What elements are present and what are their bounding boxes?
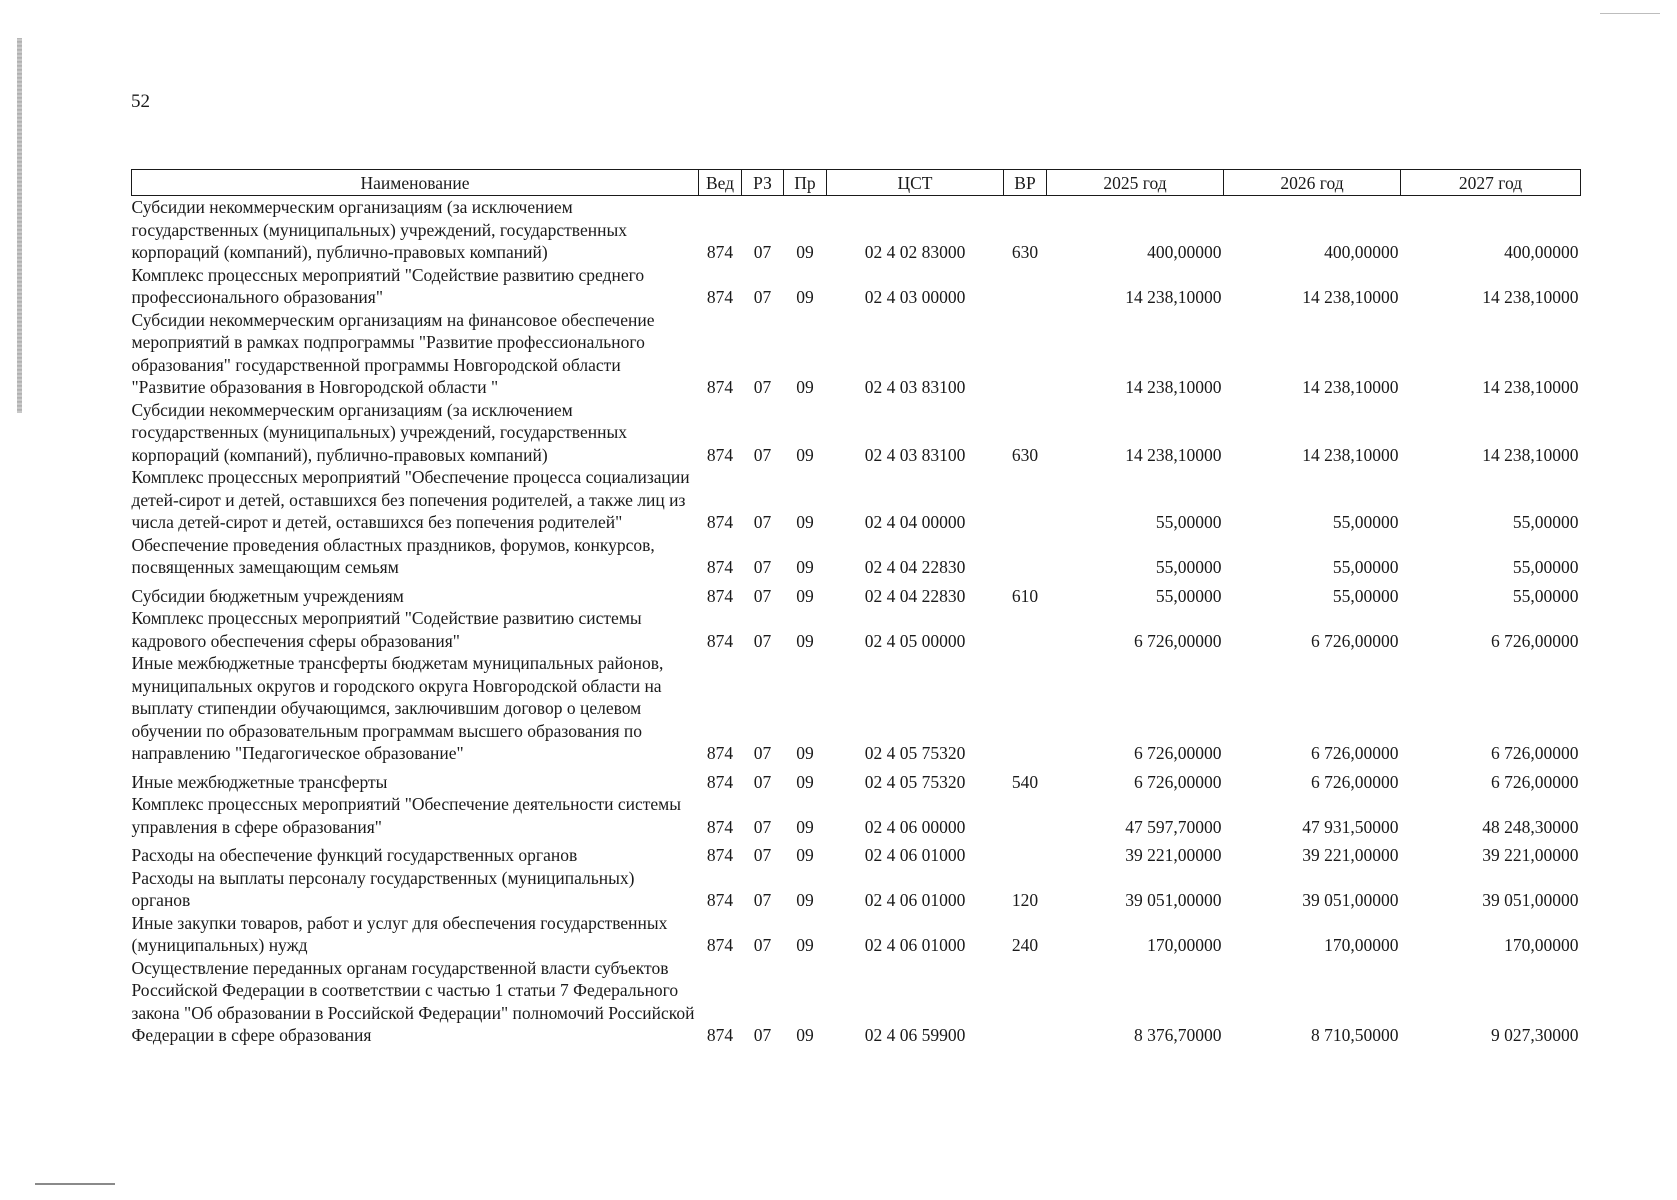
row-amount-2027: 55,00000 — [1512, 557, 1579, 577]
row-amount-2027: 55,00000 — [1512, 512, 1579, 532]
row-name: Расходы на выплаты персоналу государственных (муниципальных) органов — [131, 867, 635, 910]
row-pr: 09 — [796, 743, 814, 763]
row-pr: 09 — [796, 771, 814, 792]
row-rz: 07 — [753, 585, 772, 606]
row-name: Комплекс процессных мероприятий "Обеспечение деятельности системы управления в сфере образования" — [131, 794, 681, 837]
row-pr: 09 — [796, 377, 814, 397]
row-ved: 874 — [706, 377, 734, 397]
row-cst: 02 4 03 83100 — [864, 377, 966, 397]
table-row — [132, 466, 1581, 534]
row-vr: 540 — [1011, 771, 1039, 792]
row-cst: 02 4 04 22830 — [864, 585, 966, 606]
table-row — [132, 309, 1581, 399]
row-vr: 630 — [1011, 242, 1039, 262]
row-vr: 630 — [1011, 444, 1039, 465]
row-amount-2027: 400,00000 — [1504, 242, 1579, 262]
row-amount-2026: 6 726,00000 — [1311, 771, 1399, 792]
row-amount-2027: 14 238,10000 — [1482, 444, 1579, 465]
row-rz: 07 — [753, 816, 772, 837]
scan-edge-artifact — [17, 38, 22, 413]
header-2026: 2026 год — [1224, 170, 1401, 196]
row-amount-2027: 9 027,30000 — [1491, 1025, 1579, 1045]
row-cst: 02 4 02 83000 — [864, 242, 966, 262]
row-cst: 02 4 06 01000 — [864, 890, 966, 910]
row-amount-2025: 47 597,70000 — [1125, 816, 1222, 837]
row-ved: 874 — [706, 890, 734, 910]
row-amount-2027: 48 248,30000 — [1482, 816, 1579, 837]
row-pr: 09 — [796, 816, 814, 837]
row-amount-2027: 39 051,00000 — [1482, 890, 1579, 910]
row-cst: 02 4 04 00000 — [864, 512, 966, 532]
row-vr: 240 — [1011, 935, 1039, 955]
table-row — [132, 912, 1581, 957]
row-amount-2026: 14 238,10000 — [1302, 287, 1399, 307]
row-name: Комплекс процессных мероприятий "Содействие развитию системы кадрового обеспечения сферы образования" — [131, 608, 642, 651]
row-vr — [1004, 309, 1047, 399]
row-rz: 07 — [753, 630, 772, 651]
row-pr: 09 — [796, 935, 814, 955]
row-amount-2025: 6 726,00000 — [1134, 743, 1222, 763]
row-amount-2026: 170,00000 — [1324, 935, 1399, 955]
row-rz: 07 — [753, 935, 772, 955]
row-ved: 874 — [706, 935, 734, 955]
row-vr — [1004, 534, 1047, 579]
row-ved: 874 — [706, 512, 734, 532]
row-cst: 02 4 05 75320 — [864, 743, 966, 763]
row-amount-2026: 55,00000 — [1332, 512, 1399, 532]
row-name: Субсидии некоммерческим организациям (за исключением государственных (муниципальных) учреждений, государственных корпораций (компаний), публично-правовых компаний) — [131, 399, 627, 465]
table-row — [132, 765, 1581, 794]
table-row — [132, 838, 1581, 867]
scan-line-artifact — [35, 1183, 115, 1185]
row-name: Субсидии некоммерческим организациям на финансовое обеспечение мероприятий в рамках подпрограммы "Развитие профессионального образования" государственной программы Новгородской области "Развитие образования в Новгородской области " — [131, 309, 655, 397]
row-name: Иные закупки товаров, работ и услуг для обеспечения государственных (муниципальных) нужд — [131, 912, 668, 955]
table-row — [132, 652, 1581, 765]
row-ved: 874 — [706, 816, 734, 837]
row-cst: 02 4 05 00000 — [864, 630, 966, 651]
row-name: Обеспечение проведения областных праздников, форумов, конкурсов, посвященных замещающим семьям — [131, 534, 655, 577]
row-cst: 02 4 03 00000 — [864, 287, 966, 307]
row-ved: 874 — [706, 287, 734, 307]
row-amount-2027: 170,00000 — [1504, 935, 1579, 955]
row-pr: 09 — [796, 287, 814, 307]
row-amount-2025: 55,00000 — [1155, 512, 1222, 532]
row-amount-2027: 6 726,00000 — [1491, 630, 1579, 651]
row-ved: 874 — [706, 771, 734, 792]
row-ved: 874 — [706, 444, 734, 465]
table-row — [132, 264, 1581, 309]
row-amount-2026: 55,00000 — [1332, 585, 1399, 606]
header-2027: 2027 год — [1401, 170, 1581, 196]
header-vr: ВР — [1004, 170, 1047, 196]
row-pr: 09 — [796, 1025, 814, 1045]
table-row — [132, 957, 1581, 1047]
row-amount-2027: 14 238,10000 — [1482, 377, 1579, 397]
scan-line-artifact — [1600, 13, 1660, 14]
table-row — [132, 793, 1581, 838]
row-amount-2026: 55,00000 — [1332, 557, 1399, 577]
row-cst: 02 4 06 01000 — [864, 845, 966, 865]
row-ved: 874 — [706, 630, 734, 651]
row-amount-2027: 39 221,00000 — [1482, 845, 1579, 865]
row-rz: 07 — [753, 287, 772, 307]
row-pr: 09 — [796, 557, 814, 577]
row-rz: 07 — [753, 743, 772, 763]
row-ved: 874 — [706, 743, 734, 763]
budget-table — [131, 169, 1581, 1047]
row-amount-2026: 8 710,50000 — [1311, 1025, 1399, 1045]
row-amount-2025: 400,00000 — [1147, 242, 1222, 262]
row-amount-2025: 39 051,00000 — [1125, 890, 1222, 910]
row-name: Расходы на обеспечение функций государственных органов — [131, 845, 578, 865]
header-rz: РЗ — [742, 170, 784, 196]
row-vr — [1004, 652, 1047, 765]
row-pr: 09 — [796, 585, 814, 606]
row-pr: 09 — [796, 242, 814, 262]
table-row — [132, 867, 1581, 912]
page-number: 52 — [131, 91, 150, 112]
row-pr: 09 — [796, 444, 814, 465]
row-name: Комплекс процессных мероприятий "Обеспечение процесса социализации детей-сирот и детей, оставшихся без попечения родителей, а также лиц из числа детей-сирот и детей, оставшихся без попечения родителей" — [131, 467, 690, 532]
row-cst: 02 4 04 22830 — [864, 557, 966, 577]
row-vr: 610 — [1011, 585, 1039, 606]
row-vr — [1004, 793, 1047, 838]
row-amount-2026: 47 931,50000 — [1302, 816, 1399, 837]
row-vr: 120 — [1011, 890, 1039, 910]
row-name: Иные межбюджетные трансферты бюджетам муниципальных районов, муниципальных округов и городского округа Новгородской области на выплату стипендии обучающимся, заключившим договор о целевом обучении по образовательным программам высшего образования по направлению "Педагогическое образование" — [131, 653, 664, 763]
row-amount-2025: 6 726,00000 — [1134, 771, 1222, 792]
row-vr — [1004, 264, 1047, 309]
row-rz: 07 — [753, 771, 772, 792]
row-ved: 874 — [706, 242, 734, 262]
row-amount-2026: 39 221,00000 — [1302, 845, 1399, 865]
row-pr: 09 — [796, 845, 814, 865]
row-rz: 07 — [753, 1025, 772, 1045]
row-amount-2027: 14 238,10000 — [1482, 287, 1579, 307]
row-rz: 07 — [753, 890, 772, 910]
row-amount-2025: 55,00000 — [1155, 557, 1222, 577]
row-rz: 07 — [753, 444, 772, 465]
header-pr: Пр — [784, 170, 827, 196]
row-vr — [1004, 957, 1047, 1047]
row-name: Субсидии бюджетным учреждениям — [131, 585, 404, 606]
row-amount-2026: 14 238,10000 — [1302, 444, 1399, 465]
row-ved: 874 — [706, 585, 734, 606]
table-header-row — [132, 170, 1581, 196]
row-vr — [1004, 607, 1047, 652]
row-cst: 02 4 05 75320 — [864, 771, 966, 792]
row-rz: 07 — [753, 242, 772, 262]
header-cst: ЦСТ — [827, 170, 1004, 196]
row-cst: 02 4 06 00000 — [864, 816, 966, 837]
row-rz: 07 — [753, 557, 772, 577]
row-rz: 07 — [753, 377, 772, 397]
table-row — [132, 579, 1581, 608]
row-amount-2025: 14 238,10000 — [1125, 444, 1222, 465]
row-name: Иные межбюджетные трансферты — [131, 771, 388, 792]
row-ved: 874 — [706, 557, 734, 577]
row-pr: 09 — [796, 630, 814, 651]
row-name: Комплекс процессных мероприятий "Содействие развитию среднего профессионального образования" — [131, 264, 645, 307]
row-amount-2026: 400,00000 — [1324, 242, 1399, 262]
row-amount-2027: 6 726,00000 — [1491, 743, 1579, 763]
row-amount-2026: 39 051,00000 — [1302, 890, 1399, 910]
row-ved: 874 — [706, 1025, 734, 1045]
row-ved: 874 — [706, 845, 734, 865]
table-row — [132, 607, 1581, 652]
row-rz: 07 — [753, 845, 772, 865]
row-cst: 02 4 06 01000 — [864, 935, 966, 955]
row-amount-2026: 6 726,00000 — [1311, 743, 1399, 763]
header-name: Наименование — [132, 170, 699, 196]
row-pr: 09 — [796, 512, 814, 532]
row-cst: 02 4 06 59900 — [864, 1025, 966, 1045]
row-amount-2025: 55,00000 — [1155, 585, 1222, 606]
row-amount-2025: 14 238,10000 — [1125, 287, 1222, 307]
row-amount-2025: 8 376,70000 — [1134, 1025, 1222, 1045]
table-row — [132, 534, 1581, 579]
row-amount-2027: 55,00000 — [1512, 585, 1579, 606]
row-amount-2025: 6 726,00000 — [1134, 630, 1222, 651]
table-row — [132, 196, 1581, 264]
table-body — [132, 196, 1581, 1047]
row-amount-2025: 170,00000 — [1147, 935, 1222, 955]
header-2025: 2025 год — [1047, 170, 1224, 196]
header-ved: Вед — [699, 170, 742, 196]
row-vr — [1004, 466, 1047, 534]
row-amount-2025: 39 221,00000 — [1125, 845, 1222, 865]
row-amount-2026: 6 726,00000 — [1311, 630, 1399, 651]
row-rz: 07 — [753, 512, 772, 532]
row-amount-2025: 14 238,10000 — [1125, 377, 1222, 397]
row-amount-2027: 6 726,00000 — [1491, 771, 1579, 792]
row-cst: 02 4 03 83100 — [864, 444, 966, 465]
row-vr — [1004, 838, 1047, 867]
row-amount-2026: 14 238,10000 — [1302, 377, 1399, 397]
table-row — [132, 399, 1581, 467]
row-pr: 09 — [796, 890, 814, 910]
row-name: Субсидии некоммерческим организациям (за исключением государственных (муниципальных) учреждений, государственных корпораций (компаний), публично-правовых компаний) — [131, 197, 627, 262]
row-name: Осуществление переданных органам государственной власти субъектов Российской Федерации в соответствии с частью 1 статьи 7 Федерального закона "Об образовании в Российской Федерации" полномочий Российской Федерации в сфере образования — [131, 957, 695, 1045]
